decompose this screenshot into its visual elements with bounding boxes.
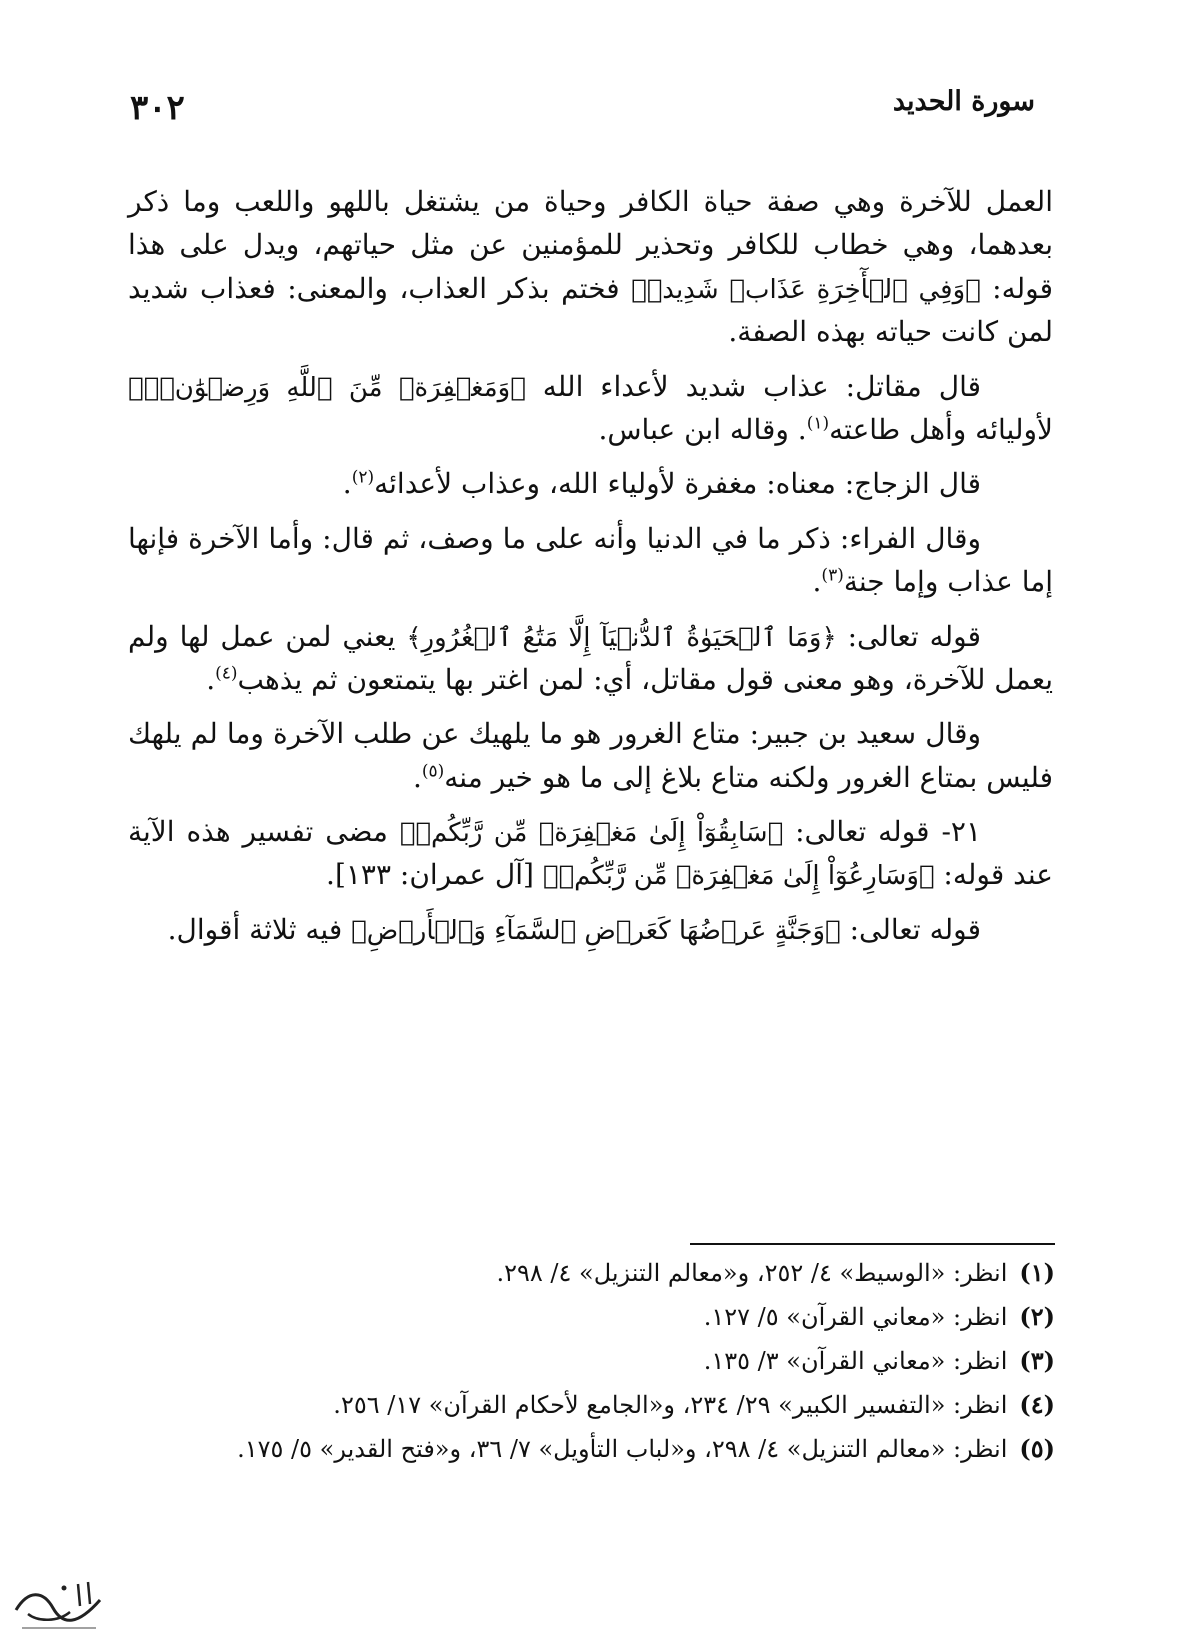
paragraph-text: وقال سعيد بن جبير: متاع الغرور هو ما يلهيك عن طلب الآخرة وما لم يلهك فليس بمتاع الغرور ولكنه متاع بلاغ إلى ما هو خير منه xyxy=(128,717,1053,794)
paragraph-text: . xyxy=(342,467,352,501)
footnote-reference: (٤) xyxy=(215,663,238,684)
quran-verse: ﴿وَجَنَّةٍ عَرۡضُهَا كَعَرۡضِ ٱلسَّمَآءِ وَٱلۡأَرۡضِ﴾ xyxy=(351,915,841,946)
paragraph-text: . وقاله ابن عباس. xyxy=(598,412,807,446)
footnote xyxy=(120,1387,1055,1423)
paragraph-text: لأوليائه وأهل طاعته xyxy=(829,412,1053,446)
paragraph-text: يعني لمن عمل لها ولم يعمل للآخرة، وهو معنى قول مقاتل، أي: لمن اغتر بها يتمتعون ثم يذهب xyxy=(128,619,1053,696)
paragraph xyxy=(128,908,1053,951)
footnote xyxy=(120,1299,1055,1335)
quran-verse: ﴿سَابِقُوٓاْ إِلَىٰ مَغۡفِرَةٖ مِّن رَّبِّكُمۡ﴾ xyxy=(399,818,784,849)
paragraph xyxy=(128,810,1053,897)
paragraph-text: مضى تفسير هذه الآية عند قوله: xyxy=(128,815,1053,892)
footnote-text: انظر: «معاني القرآن» ٥/ ١٢٧. xyxy=(703,1303,1015,1331)
footnote-divider xyxy=(690,1243,1055,1245)
footnote-reference: (١) xyxy=(806,413,830,434)
paragraph xyxy=(128,365,1053,452)
surah-title: سورة الحديد xyxy=(892,86,1035,117)
paragraph-text: قال الزجاج: معناه: مغفرة لأولياء الله، وعذاب لأعدائه xyxy=(374,467,981,501)
paragraph-text: العمل للآخرة وهي صفة حياة الكافر وحياة من يشتغل باللهو واللعب وما ذكر بعدهما، وهي خطاب للكافر وتحذير للمؤمنين عن مثل حياتهم، ويدل على هذا قوله: xyxy=(128,185,1053,305)
quran-verse: ﴿وَمَا ٱلۡحَيَوٰةُ ٱلدُّنۡيَآ إِلَّا مَتَٰعُ ٱلۡغُرُورِ﴾ xyxy=(406,622,837,653)
footnote-reference: (٢) xyxy=(351,468,375,489)
library-stamp-logo xyxy=(8,1570,108,1634)
footnote-text: انظر: «الوسيط» ٤/ ٢٥٢، و«معالم التنزيل» ٤/ ٢٩٨. xyxy=(496,1259,1015,1287)
paragraph xyxy=(128,180,1053,354)
paragraph-text: . xyxy=(412,760,422,794)
page-header xyxy=(130,82,1035,142)
footnote-number: (٢) xyxy=(1019,1302,1055,1331)
paragraph-text: . xyxy=(206,662,216,696)
footnote xyxy=(120,1343,1055,1379)
page-number: ٣٠٢ xyxy=(130,88,185,128)
paragraph-text: فيه ثلاثة أقوال. xyxy=(167,912,352,946)
paragraph-text: قوله تعالى: xyxy=(840,912,981,946)
footnote-reference: (٣) xyxy=(821,565,844,586)
paragraph-text: [آل عمران: ١٣٣]. xyxy=(326,858,543,892)
paragraph xyxy=(128,712,1053,799)
quran-verse: ﴿وَمَغۡفِرَةٞ مِّنَ ٱللَّهِ وَرِضۡوَٰنٞۚ﴾ xyxy=(128,372,526,403)
footnote-number: (١) xyxy=(1019,1258,1055,1287)
paragraph-text: . xyxy=(812,565,822,599)
paragraph xyxy=(128,615,1053,702)
footnote xyxy=(120,1431,1055,1467)
paragraph xyxy=(128,517,1053,604)
paragraph-text: قوله تعالى: xyxy=(836,619,981,653)
footnote-reference: (٥) xyxy=(421,761,445,782)
paragraph-text: وقال الفراء: ذكر ما في الدنيا وأنه على ما وصف، ثم قال: وأما الآخرة فإنها إما عذاب وإما جنة xyxy=(128,521,1053,599)
main-text xyxy=(128,180,1053,962)
footnote-number: (٥) xyxy=(1019,1434,1055,1463)
paragraph-text: فختم بذكر العذاب، والمعنى: فعذاب شديد لمن كانت حياته بهذه الصفة. xyxy=(128,271,1053,349)
paragraph-text: قال مقاتل: عذاب شديد لأعداء الله xyxy=(525,369,981,403)
footnote xyxy=(120,1255,1055,1291)
footnotes xyxy=(120,1255,1055,1475)
footnote-text: انظر: «معالم التنزيل» ٤/ ٢٩٨، و«لباب التأويل» ٧/ ٣٦، و«فتح القدير» ٥/ ١٧٥. xyxy=(237,1435,1015,1463)
footnote-text: انظر: «التفسير الكبير» ٢٩/ ٢٣٤، و«الجامع لأحكام القرآن» ١٧/ ٢٥٦. xyxy=(333,1391,1015,1419)
footnote-number: (٣) xyxy=(1019,1346,1055,1375)
footnote-number: (٤) xyxy=(1019,1390,1055,1419)
paragraph xyxy=(128,462,1053,505)
quran-verse: ﴿وَفِي ٱلۡأٓخِرَةِ عَذَابٞ شَدِيدٞ﴾ xyxy=(631,274,981,305)
paragraph-text: ٢١- قوله تعالى: xyxy=(783,815,981,849)
footnote-text: انظر: «معاني القرآن» ٣/ ١٣٥. xyxy=(703,1347,1015,1375)
quran-verse: ﴿وَسَارِعُوٓاْ إِلَىٰ مَغۡفِرَةٖ مِّن رَّبِّكُمۡ﴾ xyxy=(542,861,935,892)
